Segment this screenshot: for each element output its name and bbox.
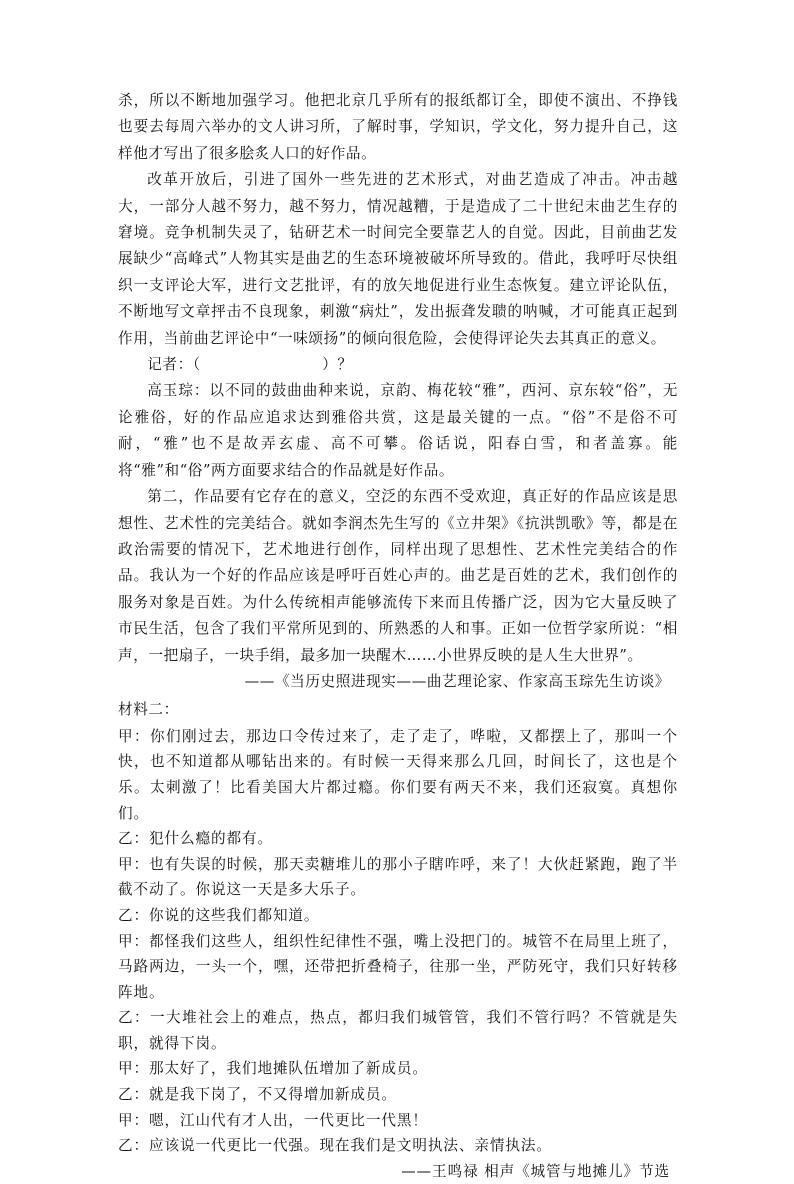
reporter-question: 记者：（ ）？ (147, 356, 353, 374)
paragraph-reform: 改革开放后，引进了国外一些先进的艺术形式，对曲艺造成了冲击。冲击越大，一部分人越不努力，越不努力，情况越糟，于是造成了二十世纪末曲艺生存的窘境。竞争机制失灵了，钻研艺术一时间完全要靠艺人的自觉。因此，目前曲艺发展缺少“高峰式”人物其实是曲艺的生态环境被破坏所导致的。借此，我呼吁尽快组织一支评论大军，进行文艺批评，有的放矢地促进行业生态恢复。建立评论队伍，不断地写文章抨击不良现象，刺激“病灶”，发出振聋发聩的呐喊，才可能真正起到作用，当前曲艺评论中“一味颂扬”的倾向很危险，会使得评论失去其真正的意义。 (118, 171, 678, 347)
dialogue-line: 甲：也有失误的时候，那天卖糖堆儿的那小子瞎咋呼，来了！大伙赶紧跑，跑了半截不动了。你说这一天是多大乐子。 (118, 855, 678, 899)
paragraph-elegance: 高玉琮：以不同的鼓曲曲种来说，京韵、梅花较“雅”，西河、京东较“俗”，无论雅俗，好的作品应追求达到雅俗共赏，这是最关键的一点。“俗”不是俗不可耐，“雅”也不是故弄玄虚、高不可攀。俗话说，阳春白雪，和者盖寡。能将“雅”和“俗”两方面要求结合的作品就是好作品。 (118, 382, 678, 479)
dialogue-line: 甲：都怪我们这些人，组织性纪律性不强，嘴上没把门的。城管不在局里上班了，马路两边，一头一个，嘿，还带把折叠椅子，往那一坐，严防死守，我们只好转移阵地。 (118, 932, 678, 1001)
document-page (118, 88, 678, 1184)
dialogue-line: 乙：犯什么瘾的都有。 (118, 830, 273, 848)
dialogue-line: 乙：一大堆社会上的难点，热点，都归我们城管管，我们不管行吗？不管就是失职，就得下岗。 (118, 1009, 678, 1052)
crosstalk-dialogue (118, 724, 678, 1184)
dialogue-line: 甲：那太好了，我们地摊队伍增加了新成员。 (118, 1060, 428, 1078)
paragraph-meaning: 第二，作品要有它存在的意义，空泛的东西不受欢迎，真正好的作品应该是思想性、艺术性的完美结合。就如李润杰先生写的《立井架》《抗洪凯歌》等，都是在政治需要的情况下，艺术地进行创作，同样出现了思想性、艺术性完美结合的作品。我认为一个好的作品应该是呼吁百姓心声的。曲艺是百姓的艺术，我们创作的服务对象是百姓。为什么传统相声能够流传下来而且传播广泛，因为它大量反映了市民生活，包含了我们平常所见到的、所熟悉的人和事。正如一位哲学家所说：“相声，一把扇子，一块手绢，最多加一块醒木……小世界反映的是人生大世界”。 (118, 488, 678, 664)
material2-heading: 材料二： (118, 701, 179, 719)
dialogue-line: 甲：你们刚过去，那边口令传过来了，走了走了，哗啦，又都摆上了，那叫一个快，也不知道都从哪钻出来的。有时候一天得来那么几回，时间长了，这也是个乐。太刺激了！比看美国大片都过瘾。你们要有两天不来，我们还寂寞。真想你们。 (118, 727, 678, 822)
dialogue-line: 乙：应该说一代更比一代强。现在我们是文明执法、亲情执法。 (118, 1137, 552, 1155)
dialogue-line: 乙：就是我下岗了，不又得增加新成员。 (118, 1086, 397, 1104)
paragraph-study: 杀，所以不断地加强学习。他把北京几乎所有的报纸都订全，即使不演出、不挣钱也要去每周六举办的文人讲习所，了解时事，学知识，学文化，努力提升自己，这样他才写出了很多脍炙人口的好作品。 (118, 92, 678, 162)
material2-source: ——王鸣禄 相声《城管与地摊儿》节选 (401, 1162, 670, 1180)
dialogue-line: 甲：嗯，江山代有才人出，一代更比一代黑！ (118, 1111, 428, 1129)
material1-source: ——《当历史照进现实——曲艺理论家、作家高玉琮先生访谈》 (244, 672, 670, 690)
dialogue-line: 乙：你说的这些我们都知道。 (118, 906, 320, 924)
